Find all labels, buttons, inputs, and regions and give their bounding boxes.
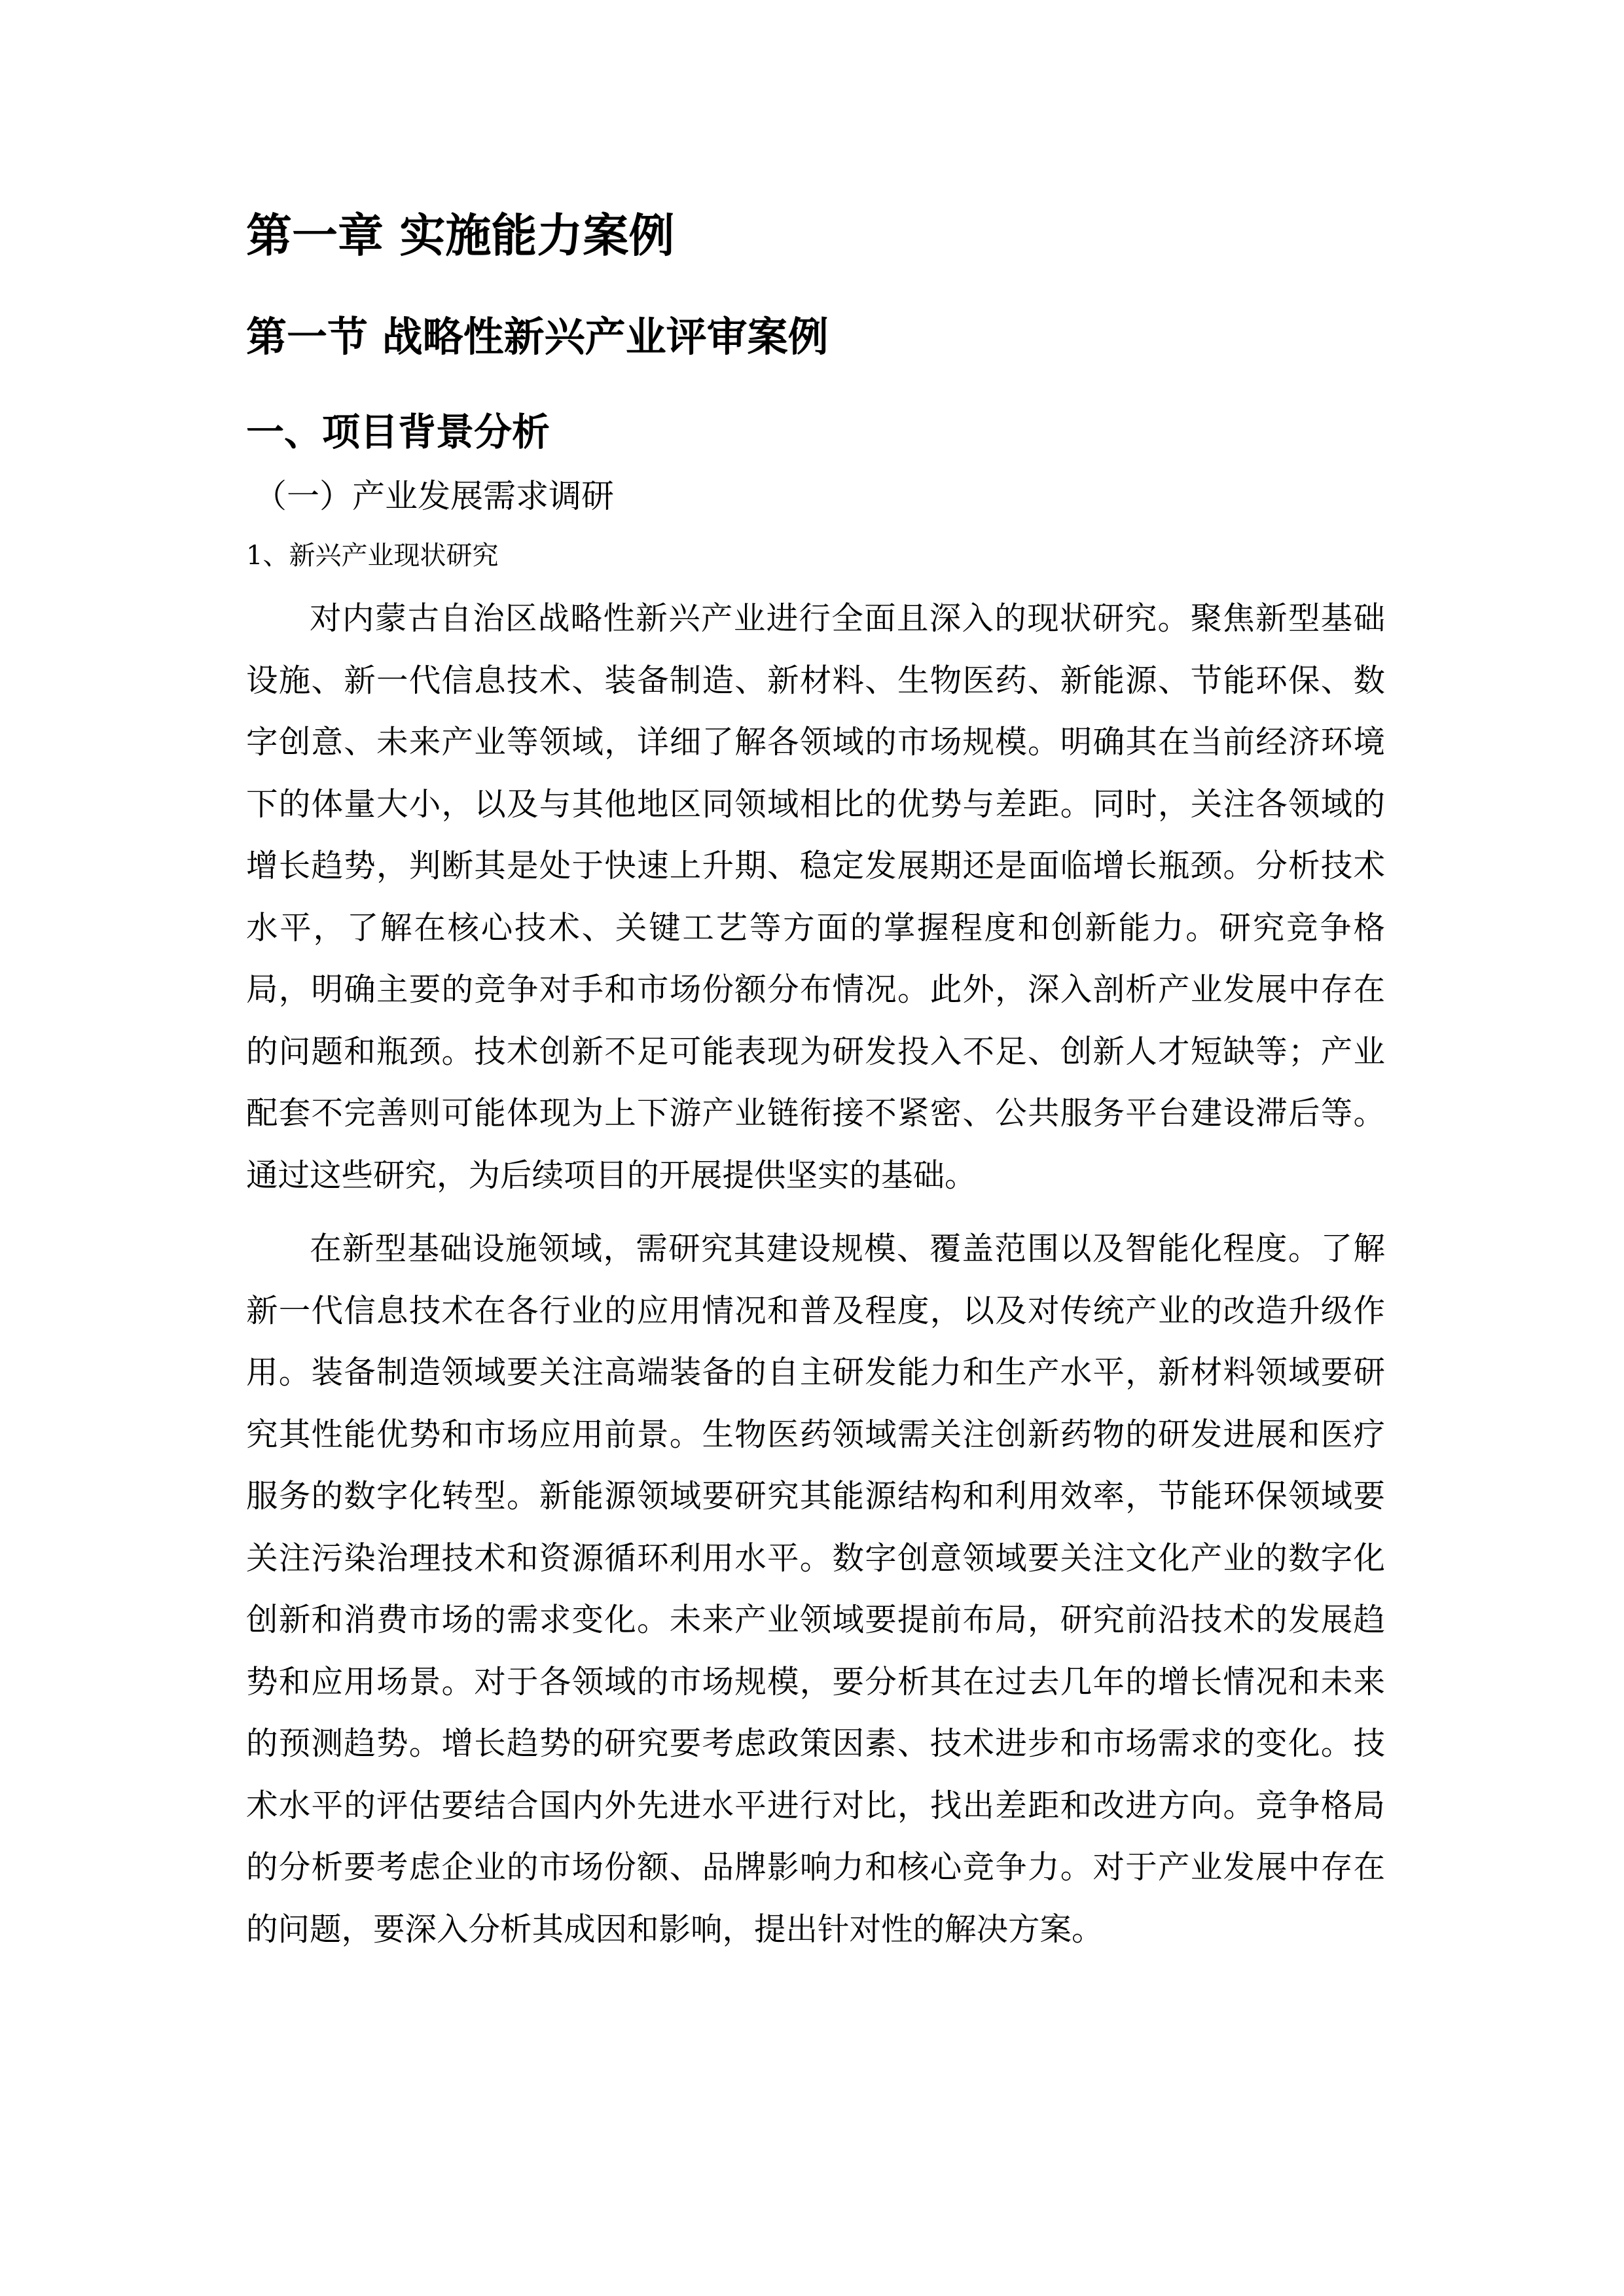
body-paragraph: 对内蒙古自治区战略性新兴产业进行全面且深入的现状研究。聚焦新型基础设施、新一代信息技术、装备制造、新材料、生物医药、新能源、节能环保、数字创意、未来产业等领域，详细了解各领域的市场规模。明确其在当前经济环境下的体量大小，以及与其他地区同领域相比的优势与差距。同时，关注各领域的增长趋势，判断其是处于快速上升期、稳定发展期还是面临增长瓶颈。分析技术水平，了解在核心技术、关键工艺等方面的掌握程度和创新能力。研究竞争格局，明确主要的竞争对手和市场份额分布情况。此外，深入剖析产业发展中存在的问题和瓶颈。技术创新不足可能表现为研发投入不足、创新人才短缺等；产业配套不完善则可能体现为上下游产业链衔接不紧密、公共服务平台建设滞后等。通过这些研究，为后续项目的开展提供坚实的基础。 xyxy=(246,600,1385,1194)
page-content xyxy=(246,196,1385,1960)
section-title: 第一节 战略性新兴产业评审案例 xyxy=(246,313,829,361)
item-title: 1、新兴产业现状研究 xyxy=(246,541,499,571)
chapter-title: 第一章 实施能力案例 xyxy=(246,209,675,262)
subsection-title: 一、项目背景分析 xyxy=(246,410,550,454)
subsubsection-title: （一）产业发展需求调研 xyxy=(254,477,614,515)
body-paragraph: 在新型基础设施领域，需研究其建设规模、覆盖范围以及智能化程度。了解新一代信息技术在各行业的应用情况和普及程度，以及对传统产业的改造升级作用。装备制造领域要关注高端装备的自主研发能力和生产水平，新材料领域要研究其性能优势和市场应用前景。生物医药领域需关注创新药物的研发进展和医疗服务的数字化转型。新能源领域要研究其能源结构和利用效率，节能环保领域要关注污染治理技术和资源循环利用水平。数字创意领域要关注文化产业的数字化创新和消费市场的需求变化。未来产业领域要提前布局，研究前沿技术的发展趋势和应用场景。对于各领域的市场规模，要分析其在过去几年的增长情况和未来的预测趋势。增长趋势的研究要考虑政策因素、技术进步和市场需求的变化。技术水平的评估要结合国内外先进水平进行对比，找出差距和改进方向。竞争格局的分析要考虑企业的市场份额、品牌影响力和核心竞争力。对于产业发展中存在的问题，要深入分析其成因和影响，提出针对性的解决方案。 xyxy=(246,1230,1385,1948)
